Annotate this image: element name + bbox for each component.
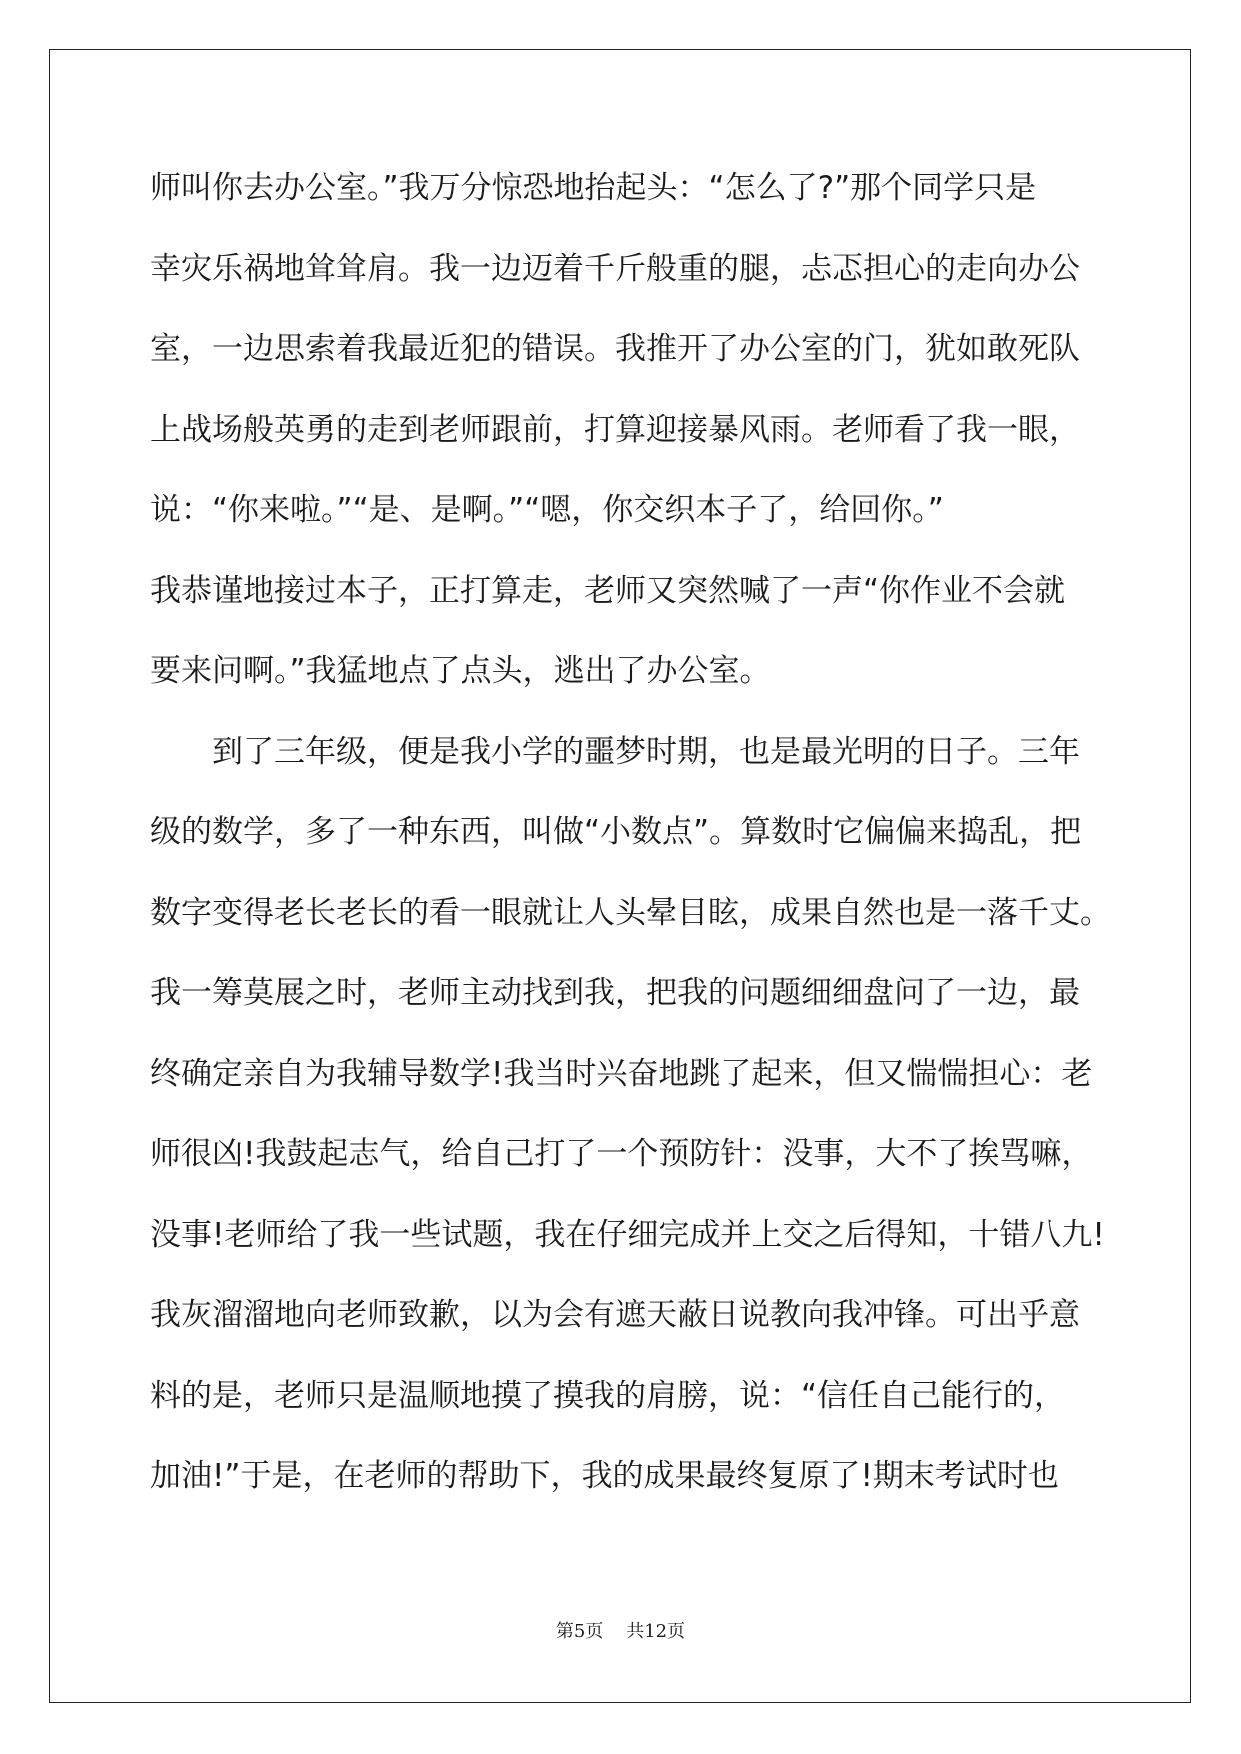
- text-line: 师很凶!我鼓起志气，给自己打了一个预防针：没事，大不了挨骂嘛，: [150, 1136, 1093, 1172]
- text-line: 数字变得老长老长的看一眼就让人头晕目眩，成果自然也是一落千丈。: [150, 894, 1111, 931]
- page-footer: [0, 1617, 1241, 1643]
- text-line: 说：“你来啦。”“是、是啊。”“嗯，你交织本子了，给回你。”: [150, 492, 944, 528]
- page-number: 第5页: [555, 1621, 604, 1642]
- text-line: 我一筹莫展之时，老师主动找到我，把我的问题细细盘问了一边，最: [150, 975, 1080, 1011]
- text-line: 料的是，老师只是温顺地摸了摸我的肩膀，说：“信任自己能行的，: [150, 1377, 1066, 1414]
- text-line: 没事!老师给了我一些试题，我在仔细完成并上交之后得知，十错八九!: [150, 1216, 1105, 1253]
- text-line: 我恭谨地接过本子，正打算走，老师又突然喊了一声“你作业不会就: [150, 572, 1066, 609]
- text-line: 级的数学，多了一种东西，叫做“小数点”。算数时它偏偏来捣乱，把: [150, 814, 1082, 850]
- document-body: [150, 157, 1111, 1526]
- text-line: 师叫你去办公室。”我万分惊恐地抬起头：“怎么了?”那个同学只是: [150, 170, 1037, 206]
- text-line: 我灰溜溜地向老师致歉，以为会有遮天蔽日说教向我冲锋。可出乎意: [150, 1297, 1080, 1333]
- text-line: 终确定亲自为我辅导数学!我当时兴奋地跳了起来，但又惴惴担心：老: [150, 1055, 1093, 1092]
- text-line: 上战场般英勇的走到老师跟前，打算迎接暴风雨。老师看了我一眼，: [150, 411, 1080, 448]
- text-line: 要来问啊。”我猛地点了点头，逃出了办公室。: [150, 653, 771, 689]
- text-line: 加油!”于是，在老师的帮助下，我的成果最终复原了!期末考试时也: [150, 1458, 1059, 1494]
- text-line: 到了三年级，便是我小学的噩梦时期，也是最光明的日子。三年: [150, 733, 1080, 770]
- text-line: 幸灾乐祸地耸耸肩。我一边迈着千斤般重的腿，忐忑担心的走向办公: [150, 250, 1080, 287]
- page-total: 共12页: [626, 1621, 686, 1642]
- text-line: 室，一边思索着我最近犯的错误。我推开了办公室的门，犹如敢死队: [150, 331, 1080, 367]
